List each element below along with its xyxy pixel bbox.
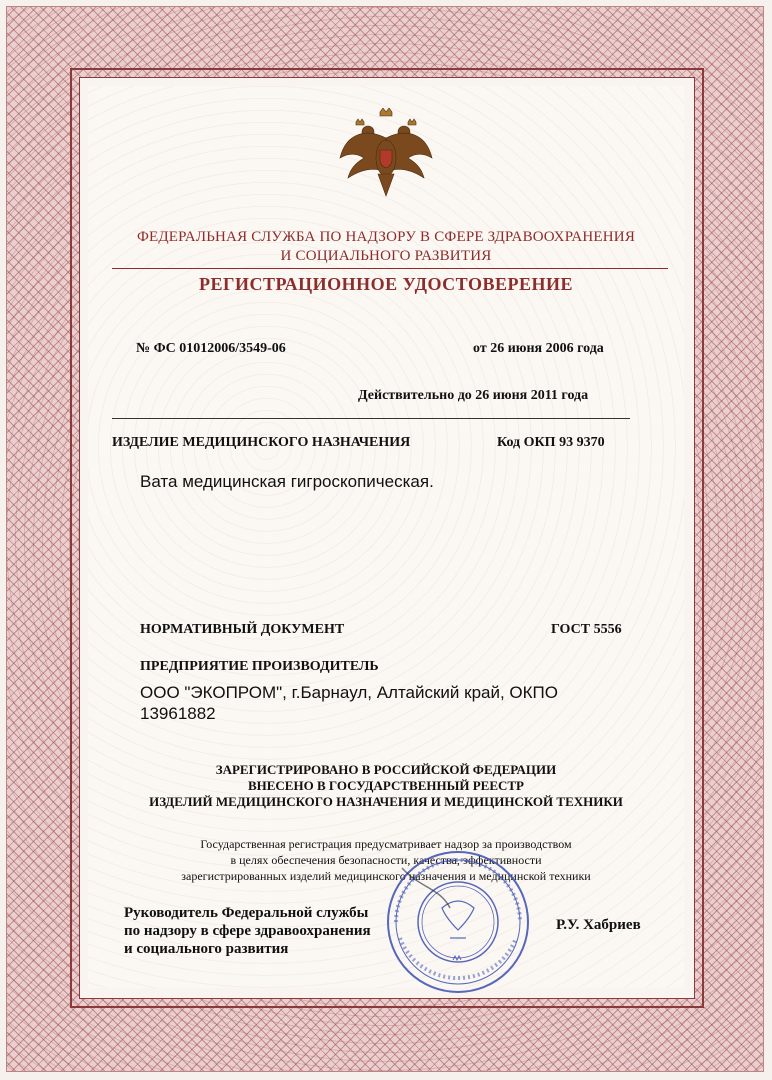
note-line2: в целях обеспечения безопасности, качества, эффективности	[230, 853, 542, 867]
signatory-line3: и социального развития	[124, 941, 289, 957]
section-divider	[112, 418, 630, 419]
certificate-number: № ФС 01012006/3549-06	[136, 341, 286, 356]
valid-until: Действительно до 26 июня 2011 года	[358, 388, 589, 403]
registration-line1: ЗАРЕГИСТРИРОВАНО В РОССИЙСКОЙ ФЕДЕРАЦИИ	[215, 762, 557, 777]
note-line1: Государственная регистрация предусматривает надзор за производством	[200, 837, 572, 851]
registration-statement	[88, 762, 684, 810]
double-headed-eagle-emblem-icon	[336, 108, 436, 198]
product-name: Вата медицинская гигроскопическая.	[140, 472, 434, 491]
normative-doc-value: ГОСТ 5556	[551, 622, 622, 637]
signatory-line1: Руководитель Федеральной службы	[124, 905, 369, 921]
registration-line2: ВНЕСЕНО В ГОСУДАРСТВЕННЫЙ РЕЕСТР	[247, 778, 525, 793]
agency-name-line1: ФЕДЕРАЛЬНАЯ СЛУЖБА ПО НАДЗОРУ В СФЕРЕ ЗДРАВООХРАНЕНИЯ	[136, 229, 636, 245]
agency-name-line2: И СОЦИАЛЬНОГО РАЗВИТИЯ	[280, 248, 492, 264]
manufacturer-line2: 13961882	[140, 704, 216, 723]
normative-doc-label: НОРМАТИВНЫЙ ДОКУМЕНТ	[140, 622, 345, 637]
note-line3: зарегистрированных изделий медицинского назначения и медицинской техники	[181, 869, 591, 883]
agency-name	[88, 228, 684, 266]
product-heading: ИЗДЕЛИЕ МЕДИЦИНСКОГО НАЗНАЧЕНИЯ	[112, 435, 411, 450]
manufacturer-line1: ООО "ЭКОПРОМ", г.Барнаул, Алтайский край, ОКПО	[140, 683, 559, 702]
official-seal-stamp	[380, 848, 536, 996]
agency-divider	[112, 268, 668, 269]
signatory-name: Р.У. Хабриев	[556, 917, 641, 933]
signatory-title	[124, 904, 371, 958]
signatory-line2: по надзору в сфере здравоохранения	[124, 923, 371, 939]
okp-code: Код ОКП 93 9370	[497, 435, 605, 450]
manufacturer-label: ПРЕДПРИЯТИЕ ПРОИЗВОДИТЕЛЬ	[140, 659, 379, 674]
registration-line3: ИЗДЕЛИЙ МЕДИЦИНСКОГО НАЗНАЧЕНИЯ И МЕДИЦИНСКОЙ ТЕХНИКИ	[149, 794, 623, 809]
issue-date: от 26 июня 2006 года	[473, 341, 604, 356]
document-title: РЕГИСТРАЦИОННОЕ УДОСТОВЕРЕНИЕ	[199, 274, 573, 294]
